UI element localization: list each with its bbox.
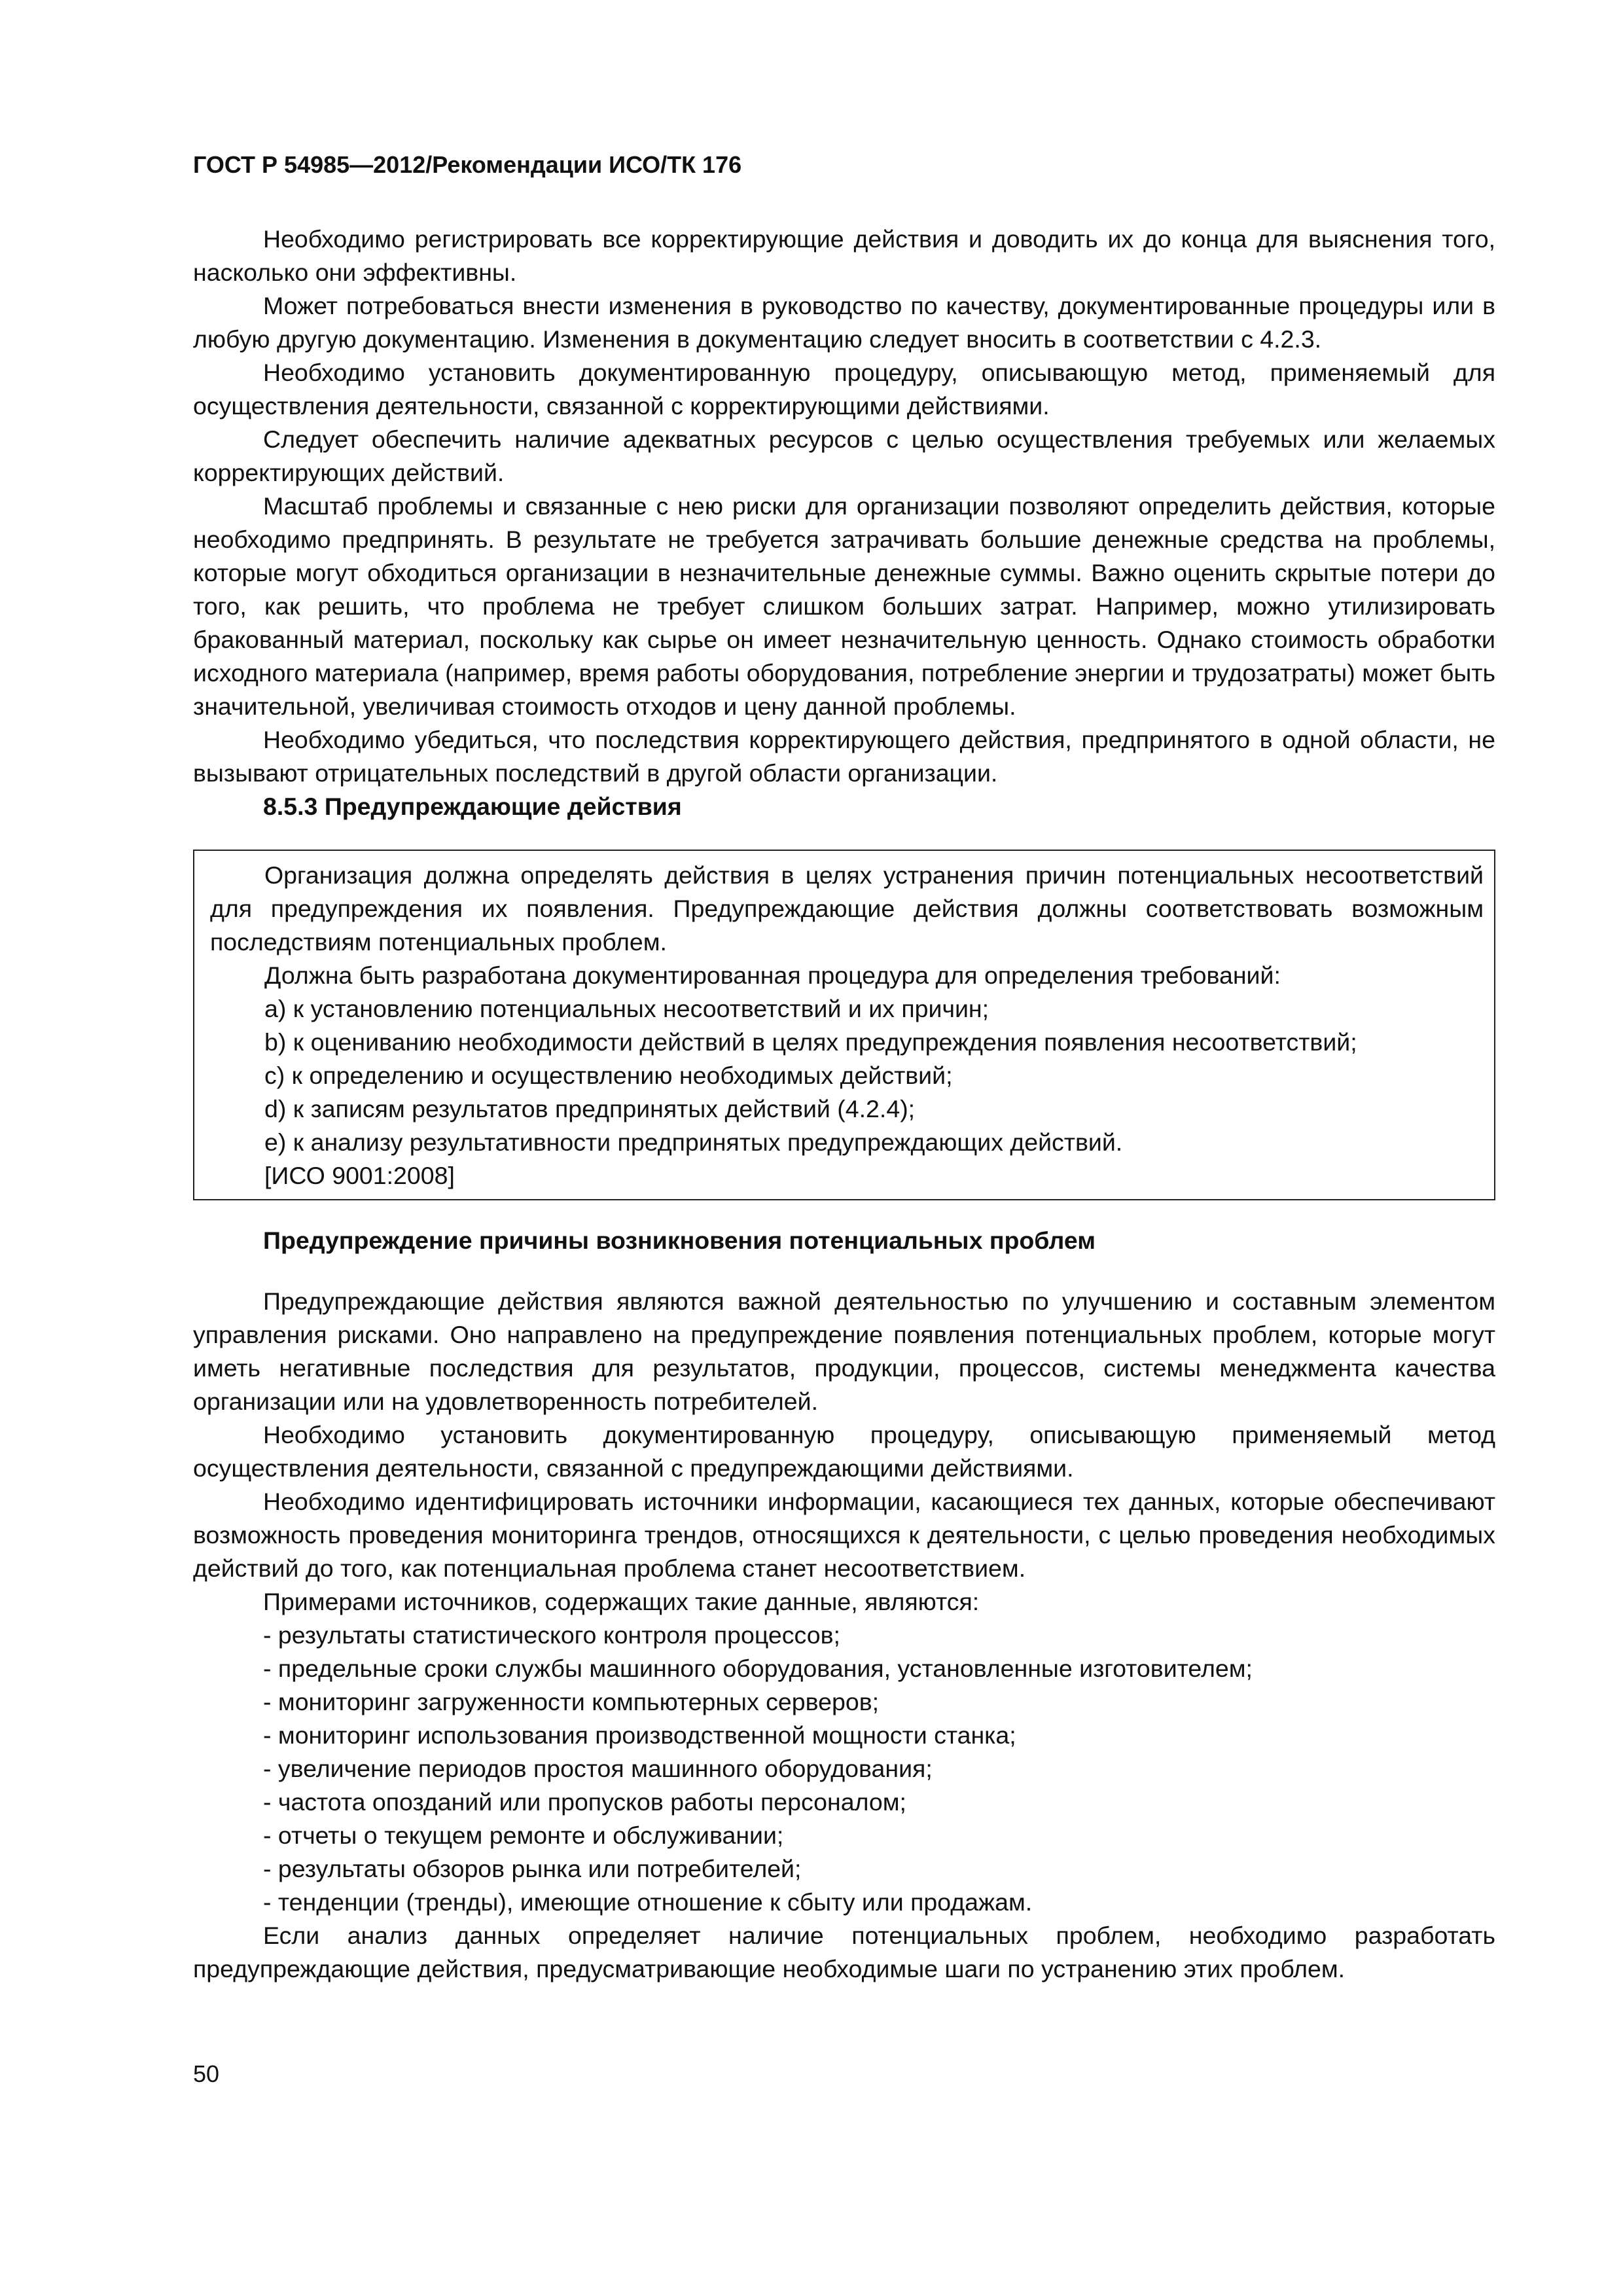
list-item: - результаты обзоров рынка или потребителей; <box>263 1855 802 1882</box>
paragraph: Может потребоваться внести изменения в руководство по качеству, документированные процедуры или в любую другую документацию. Изменения в документацию следует вносить в соответствии с 4.2.3. <box>193 292 1495 353</box>
section-title: 8.5.3 Предупреждающие действия <box>263 793 682 820</box>
list-item: - увеличение периодов простоя машинного оборудования; <box>263 1755 933 1782</box>
list-item: - мониторинг загруженности компьютерных серверов; <box>263 1688 880 1715</box>
iso-quote-box <box>193 850 1495 1200</box>
page-number: 50 <box>193 2060 220 2087</box>
paragraph: Предупреждающие действия являются важной деятельностью по улучшению и составным элементом управления рисками. Оно направлено на предупреждение появления потенциальных проблем, которые могут иметь негативные последствия для результатов, продукции, процессов, системы менеджмента качества организации или на удовлетворенность потребителей. <box>193 1287 1495 1415</box>
list-item: - мониторинг использования производственной мощности станка; <box>263 1721 1016 1749</box>
page-content <box>193 148 1495 1986</box>
paragraph: Масштаб проблемы и связанные с нею риски для организации позволяют определить действия, которые необходимо предпринять. В результате не требуется затрачивать большие денежные средства на проблемы, которые могут обходиться организации в незначительные денежные суммы. Важно оценить скрытые потери до того, как решить, что проблема не требует слишком больших затрат. Например, можно утилизировать бракованный материал, поскольку как сырье он имеет незначительную ценность. Однако стоимость обработки исходного материала (например, время работы оборудования, потребление энергии и трудозатраты) может быть значительной, увеличивая стоимость отходов и цену данной проблемы. <box>193 492 1495 720</box>
list-item: - предельные сроки службы машинного оборудования, установленные изготовителем; <box>263 1655 1253 1682</box>
box-paragraph: Должна быть разработана документированная процедура для определения требований: <box>264 961 1281 989</box>
paragraph: Необходимо убедиться, что последствия корректирующего действия, предпринятого в одной области, не вызывают отрицательных последствий в другой области организации. <box>193 726 1495 787</box>
list-item: - частота опозданий или пропусков работы персоналом; <box>263 1788 906 1816</box>
paragraph: Необходимо идентифицировать источники информации, касающиеся тех данных, которые обеспечивают возможность проведения мониторинга трендов, относящихся к деятельности, с целью проведения необходимых действий до того, как потенциальная проблема станет несоответствием. <box>193 1488 1495 1582</box>
subheading: Предупреждение причины возникновения потенциальных проблем <box>263 1227 1096 1254</box>
list-item: - отчеты о текущем ремонте и обслуживании; <box>263 1821 784 1849</box>
box-list-item: d) к записям результатов предпринятых действий (4.2.4); <box>264 1095 916 1122</box>
paragraph: Если анализ данных определяет наличие потенциальных проблем, необходимо разработать предупреждающие действия, предусматривающие необходимые шаги по устранению этих проблем. <box>193 1922 1495 1982</box>
paragraph: Необходимо регистрировать все корректирующие действия и доводить их до конца для выяснения того, насколько они эффективны. <box>193 225 1495 286</box>
box-list-item: b) к оцениванию необходимости действий в целях предупреждения появления несоответствий; <box>264 1028 1357 1056</box>
list-item: - результаты статистического контроля процессов; <box>263 1621 840 1649</box>
box-reference: [ИСО 9001:2008] <box>264 1162 455 1189</box>
box-list-item: c) к определению и осуществлению необходимых действий; <box>264 1062 953 1089</box>
list-item: - тенденции (тренды), имеющие отношение к сбыту или продажам. <box>263 1888 1033 1916</box>
box-list-item: a) к установлению потенциальных несоответствий и их причин; <box>264 995 990 1022</box>
box-list-item: e) к анализу результативности предпринятых предупреждающих действий. <box>264 1128 1123 1156</box>
paragraph: Необходимо установить документированную процедуру, описывающую применяемый метод осуществления деятельности, связанной с предупреждающими действиями. <box>193 1421 1495 1482</box>
paragraph: Следует обеспечить наличие адекватных ресурсов с целью осуществления требуемых или желаемых корректирующих действий. <box>193 425 1495 486</box>
paragraph: Примерами источников, содержащих такие данные, являются: <box>263 1588 980 1615</box>
document-header: ГОСТ Р 54985—2012/Рекомендации ИСО/ТК 176 <box>193 151 742 178</box>
box-paragraph: Организация должна определять действия в целях устранения причин потенциальных несоответствий для предупреждения их появления. Предупреждающие действия должны соответствовать возможным последствиям потенциальных проблем. <box>210 861 1484 956</box>
paragraph: Необходимо установить документированную процедуру, описывающую метод, применяемый для осуществления деятельности, связанной с корректирующими действиями. <box>193 359 1495 420</box>
